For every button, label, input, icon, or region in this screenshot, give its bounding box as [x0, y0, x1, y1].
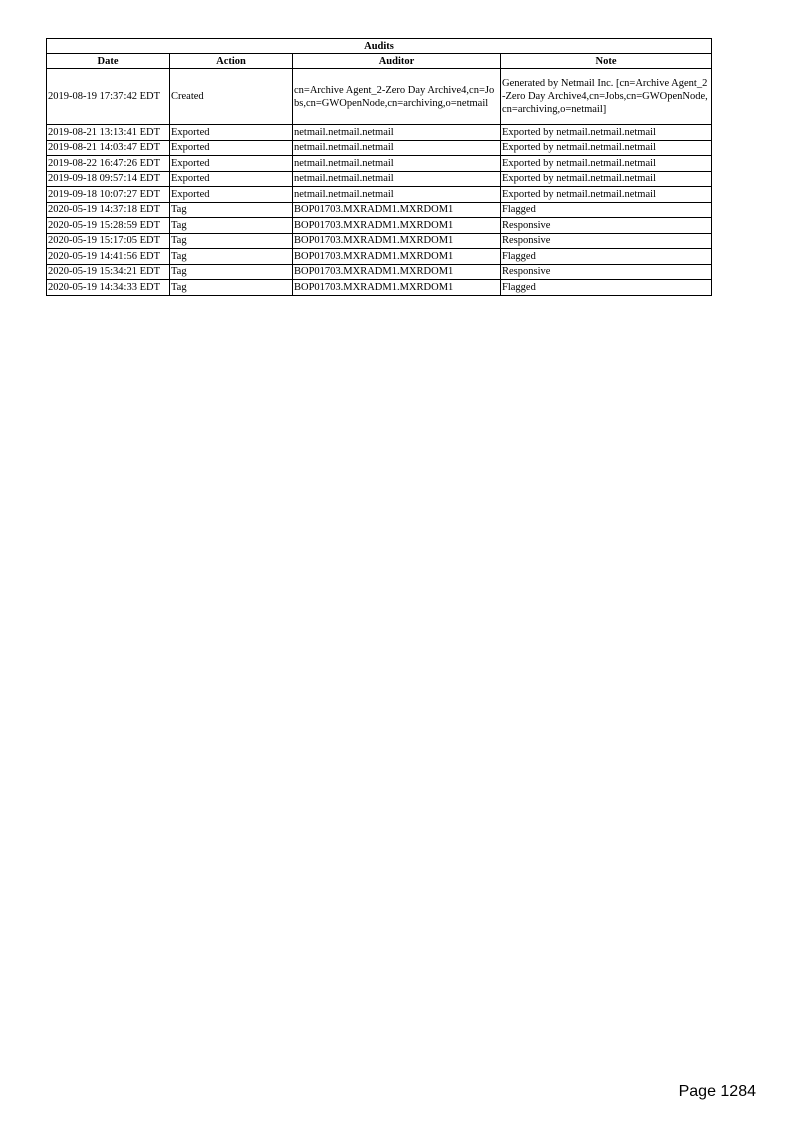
cell-note: Exported by netmail.netmail.netmail: [501, 171, 712, 187]
cell-auditor: netmail.netmail.netmail: [293, 125, 501, 141]
table-row: [47, 249, 712, 265]
cell-note: Responsive: [501, 233, 712, 249]
cell-note: Flagged: [501, 249, 712, 265]
cell-date: 2020-05-19 14:41:56 EDT: [47, 249, 170, 265]
cell-action: Exported: [170, 156, 293, 172]
cell-note: Exported by netmail.netmail.netmail: [501, 140, 712, 156]
cell-auditor: BOP01703.MXRADM1.MXRDOM1: [293, 202, 501, 218]
cell-auditor: BOP01703.MXRADM1.MXRDOM1: [293, 233, 501, 249]
cell-date: 2019-08-19 17:37:42 EDT: [47, 69, 170, 125]
cell-auditor: netmail.netmail.netmail: [293, 140, 501, 156]
cell-date: 2020-05-19 15:28:59 EDT: [47, 218, 170, 234]
cell-action: Tag: [170, 264, 293, 280]
table-header-row: [47, 54, 712, 69]
cell-action: Tag: [170, 280, 293, 296]
cell-auditor: cn=Archive Agent_2-Zero Day Archive4,cn=Jobs,cn=GWOpenNode,cn=archiving,o=netmail: [293, 69, 501, 125]
cell-date: 2020-05-19 15:34:21 EDT: [47, 264, 170, 280]
table-row: [47, 280, 712, 296]
cell-auditor: BOP01703.MXRADM1.MXRDOM1: [293, 280, 501, 296]
table-row: [47, 171, 712, 187]
table-title-row: [47, 39, 712, 54]
cell-date: 2019-09-18 10:07:27 EDT: [47, 187, 170, 203]
audits-table: [46, 38, 712, 296]
table-row: [47, 156, 712, 172]
cell-date: 2019-08-21 13:13:41 EDT: [47, 125, 170, 141]
column-header-action: Action: [170, 54, 293, 69]
cell-date: 2019-08-22 16:47:26 EDT: [47, 156, 170, 172]
cell-action: Exported: [170, 187, 293, 203]
table-row: [47, 125, 712, 141]
cell-auditor: netmail.netmail.netmail: [293, 171, 501, 187]
cell-action: Created: [170, 69, 293, 125]
cell-date: 2020-05-19 15:17:05 EDT: [47, 233, 170, 249]
cell-auditor: BOP01703.MXRADM1.MXRDOM1: [293, 249, 501, 265]
cell-action: Exported: [170, 171, 293, 187]
table-row: [47, 233, 712, 249]
cell-date: 2019-09-18 09:57:14 EDT: [47, 171, 170, 187]
table-row: [47, 69, 712, 125]
cell-note: Exported by netmail.netmail.netmail: [501, 156, 712, 172]
table-row: [47, 264, 712, 280]
cell-date: 2019-08-21 14:03:47 EDT: [47, 140, 170, 156]
cell-date: 2020-05-19 14:34:33 EDT: [47, 280, 170, 296]
cell-action: Tag: [170, 233, 293, 249]
cell-auditor: netmail.netmail.netmail: [293, 156, 501, 172]
cell-note: Exported by netmail.netmail.netmail: [501, 125, 712, 141]
cell-note: Exported by netmail.netmail.netmail: [501, 187, 712, 203]
cell-note: Flagged: [501, 280, 712, 296]
page-number: Page 1284: [678, 1083, 756, 1100]
cell-note: Responsive: [501, 264, 712, 280]
cell-note: Responsive: [501, 218, 712, 234]
column-header-note: Note: [501, 54, 712, 69]
table-title: Audits: [47, 39, 712, 54]
table-row: [47, 140, 712, 156]
cell-auditor: BOP01703.MXRADM1.MXRDOM1: [293, 264, 501, 280]
cell-action: Exported: [170, 140, 293, 156]
cell-action: Exported: [170, 125, 293, 141]
cell-note: Generated by Netmail Inc. [cn=Archive Agent_2-Zero Day Archive4,cn=Jobs,cn=GWOpenNode,cn=archiving,o=netmail]: [501, 69, 712, 125]
table-body: [47, 69, 712, 296]
cell-auditor: netmail.netmail.netmail: [293, 187, 501, 203]
cell-note: Flagged: [501, 202, 712, 218]
cell-action: Tag: [170, 249, 293, 265]
table-row: [47, 187, 712, 203]
cell-action: Tag: [170, 218, 293, 234]
table-row: [47, 202, 712, 218]
column-header-auditor: Auditor: [293, 54, 501, 69]
cell-action: Tag: [170, 202, 293, 218]
column-header-date: Date: [47, 54, 170, 69]
cell-date: 2020-05-19 14:37:18 EDT: [47, 202, 170, 218]
table-row: [47, 218, 712, 234]
cell-auditor: BOP01703.MXRADM1.MXRDOM1: [293, 218, 501, 234]
